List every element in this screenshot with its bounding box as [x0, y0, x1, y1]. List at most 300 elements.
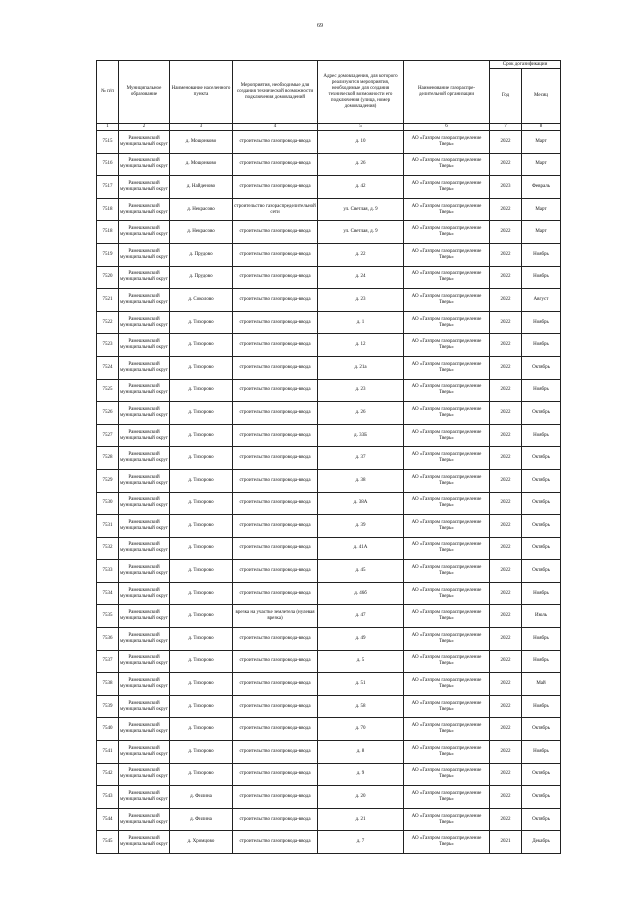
address-cell: д. 23 — [318, 379, 404, 402]
locality-cell: д. Найденово — [170, 176, 233, 199]
organization-cell: АО «Газпром газораспределение Тверь» — [404, 447, 490, 470]
year-cell: 2022 — [490, 153, 522, 176]
header-deadline-group: Срок догазификации — [490, 61, 561, 69]
measure-cell: строительство газопровода-ввода — [233, 153, 318, 176]
year-cell: 2022 — [490, 243, 522, 266]
col-number: 8 — [522, 124, 561, 131]
locality-cell: д. Тихорово — [170, 763, 233, 786]
locality-cell: д. Тихорово — [170, 718, 233, 741]
measure-cell: строительство газопровода-ввода — [233, 673, 318, 696]
year-cell: 2022 — [490, 560, 522, 583]
month-cell: Ноябрь — [522, 741, 561, 764]
year-cell: 2022 — [490, 447, 522, 470]
year-cell: 2022 — [490, 808, 522, 831]
measure-cell: строительство газопровода-ввода — [233, 356, 318, 379]
col-number: 6 — [404, 124, 490, 131]
table-row — [97, 605, 561, 628]
row-number-cell: 7516 — [97, 153, 119, 176]
municipality-cell: Рамешковский муниципальный округ — [119, 650, 170, 673]
table-row — [97, 311, 561, 334]
row-number-cell: 7518 — [97, 198, 119, 221]
municipality-cell: Рамешковский муниципальный округ — [119, 334, 170, 357]
measure-cell: строительство газопровода-ввода — [233, 221, 318, 244]
locality-cell: д. Тихорово — [170, 650, 233, 673]
measure-cell: строительство газопровода-ввода — [233, 763, 318, 786]
month-cell: Март — [522, 153, 561, 176]
measure-cell: строительство газопровода-ввода — [233, 176, 318, 199]
organization-cell: АО «Газпром газораспределение Тверь» — [404, 311, 490, 334]
measure-cell: строительство газопровода-ввода — [233, 695, 318, 718]
organization-cell: АО «Газпром газораспределение Тверь» — [404, 786, 490, 809]
table-row — [97, 402, 561, 425]
year-cell: 2022 — [490, 786, 522, 809]
address-cell: д. 38 — [318, 469, 404, 492]
organization-cell: АО «Газпром газораспределение Тверь» — [404, 718, 490, 741]
municipality-cell: Рамешковский муниципальный округ — [119, 718, 170, 741]
locality-cell: д. Прудово — [170, 243, 233, 266]
row-number-cell: 7520 — [97, 266, 119, 289]
gasification-table — [96, 60, 561, 854]
month-cell: Октябрь — [522, 763, 561, 786]
measure-cell: строительство газопровода-ввода — [233, 379, 318, 402]
measure-cell: строительство газопровода-ввода — [233, 334, 318, 357]
organization-cell: АО «Газпром газораспределение Тверь» — [404, 131, 490, 154]
month-cell: Октябрь — [522, 718, 561, 741]
year-cell: 2022 — [490, 650, 522, 673]
header-organization: Наименование газораспре-делительной организации — [404, 61, 490, 124]
municipality-cell: Рамешковский муниципальный округ — [119, 402, 170, 425]
month-cell: Март — [522, 221, 561, 244]
table-header — [97, 61, 561, 131]
locality-cell: д. Некрасово — [170, 221, 233, 244]
measure-cell: строительство газопровода-ввода — [233, 402, 318, 425]
organization-cell: АО «Газпром газораспределение Тверь» — [404, 628, 490, 651]
address-cell: д. 46б — [318, 582, 404, 605]
month-cell: Ноябрь — [522, 379, 561, 402]
address-cell: д. 33Б — [318, 424, 404, 447]
row-number-cell: 7529 — [97, 469, 119, 492]
measure-cell: строительство газопровода-ввода — [233, 447, 318, 470]
year-cell: 2022 — [490, 628, 522, 651]
measure-cell: строительство газопровода-ввода — [233, 424, 318, 447]
organization-cell: АО «Газпром газораспределение Тверь» — [404, 153, 490, 176]
organization-cell: АО «Газпром газораспределение Тверь» — [404, 808, 490, 831]
municipality-cell: Рамешковский муниципальный округ — [119, 221, 170, 244]
row-number-cell: 7534 — [97, 582, 119, 605]
municipality-cell: Рамешковский муниципальный округ — [119, 786, 170, 809]
address-cell: д. 8 — [318, 741, 404, 764]
year-cell: 2021 — [490, 831, 522, 854]
table-row — [97, 718, 561, 741]
address-cell: д. 7 — [318, 831, 404, 854]
month-cell: Март — [522, 198, 561, 221]
address-cell: д. 51 — [318, 673, 404, 696]
locality-cell: д. Некрасово — [170, 198, 233, 221]
year-cell: 2022 — [490, 492, 522, 515]
col-number: 1 — [97, 124, 119, 131]
header-year: Год — [490, 69, 522, 124]
locality-cell: д. Хромцово — [170, 831, 233, 854]
organization-cell: АО «Газпром газораспределение Тверь» — [404, 537, 490, 560]
table-row — [97, 763, 561, 786]
municipality-cell: Рамешковский муниципальный округ — [119, 198, 170, 221]
month-cell: Октябрь — [522, 356, 561, 379]
locality-cell: д. Тихорово — [170, 515, 233, 538]
address-cell: д. 39 — [318, 515, 404, 538]
year-cell: 2022 — [490, 741, 522, 764]
row-number-cell: 7536 — [97, 628, 119, 651]
month-cell: Ноябрь — [522, 311, 561, 334]
measure-cell: строительство газопровода-ввода — [233, 560, 318, 583]
address-cell: ул. Светлая, д. 9 — [318, 198, 404, 221]
month-cell: Декабрь — [522, 831, 561, 854]
row-number-cell: 7528 — [97, 447, 119, 470]
table-row — [97, 334, 561, 357]
table-row — [97, 131, 561, 154]
address-cell: ул. Светлая, д. 9 — [318, 221, 404, 244]
row-number-cell: 7543 — [97, 786, 119, 809]
table-row — [97, 582, 561, 605]
row-number-cell: 7521 — [97, 289, 119, 312]
col-number: 7 — [490, 124, 522, 131]
municipality-cell: Рамешковский муниципальный округ — [119, 243, 170, 266]
measure-cell: строительство газопровода-ввода — [233, 469, 318, 492]
municipality-cell: Рамешковский муниципальный округ — [119, 356, 170, 379]
municipality-cell: Рамешковский муниципальный округ — [119, 560, 170, 583]
municipality-cell: Рамешковский муниципальный округ — [119, 176, 170, 199]
organization-cell: АО «Газпром газораспределение Тверь» — [404, 469, 490, 492]
month-cell: Ноябрь — [522, 266, 561, 289]
header-address: Адрес домовладения, для которого реализуются мероприятия, необходимые для создания технической возможности его подключения (улица, номер домовладения) — [318, 61, 404, 124]
organization-cell: АО «Газпром газораспределение Тверь» — [404, 379, 490, 402]
table-row — [97, 650, 561, 673]
municipality-cell: Рамешковский муниципальный округ — [119, 379, 170, 402]
locality-cell: д. Прудово — [170, 266, 233, 289]
organization-cell: АО «Газпром газораспределение Тверь» — [404, 402, 490, 425]
row-number-cell: 7519 — [97, 243, 119, 266]
row-number-cell: 7523 — [97, 334, 119, 357]
municipality-cell: Рамешковский муниципальный округ — [119, 492, 170, 515]
year-cell: 2022 — [490, 356, 522, 379]
month-cell: Октябрь — [522, 402, 561, 425]
year-cell: 2022 — [490, 424, 522, 447]
address-cell: д. 42 — [318, 176, 404, 199]
organization-cell: АО «Газпром газораспределение Тверь» — [404, 695, 490, 718]
address-cell: д. 5 — [318, 650, 404, 673]
municipality-cell: Рамешковский муниципальный округ — [119, 515, 170, 538]
table-row — [97, 379, 561, 402]
year-cell: 2022 — [490, 311, 522, 334]
address-cell: д. 10 — [318, 131, 404, 154]
row-number-cell: 7531 — [97, 515, 119, 538]
year-cell: 2022 — [490, 131, 522, 154]
year-cell: 2022 — [490, 763, 522, 786]
measure-cell: строительство газопровода-ввода — [233, 582, 318, 605]
row-number-cell: 7544 — [97, 808, 119, 831]
municipality-cell: Рамешковский муниципальный округ — [119, 831, 170, 854]
table-row — [97, 695, 561, 718]
locality-cell: д. Мощонково — [170, 153, 233, 176]
locality-cell: д. Мощонково — [170, 131, 233, 154]
municipality-cell: Рамешковский муниципальный округ — [119, 153, 170, 176]
row-number-cell: 7515 — [97, 131, 119, 154]
municipality-cell: Рамешковский муниципальный округ — [119, 605, 170, 628]
col-number: 5 — [318, 124, 404, 131]
year-cell: 2022 — [490, 537, 522, 560]
year-cell: 2022 — [490, 718, 522, 741]
address-cell: д. 12 — [318, 334, 404, 357]
row-number-cell: 7525 — [97, 379, 119, 402]
table-row — [97, 424, 561, 447]
municipality-cell: Рамешковский муниципальный округ — [119, 673, 170, 696]
address-cell: д. 41А — [318, 537, 404, 560]
locality-cell: д. Тихорово — [170, 492, 233, 515]
locality-cell: д. Тихорово — [170, 582, 233, 605]
row-number-cell: 7530 — [97, 492, 119, 515]
locality-cell: д. Тихорово — [170, 447, 233, 470]
year-cell: 2022 — [490, 334, 522, 357]
table-row — [97, 786, 561, 809]
table-body — [97, 131, 561, 854]
address-cell: д. 47 — [318, 605, 404, 628]
row-number-cell: 7522 — [97, 311, 119, 334]
locality-cell: д. Филина — [170, 786, 233, 809]
column-number-row — [97, 124, 561, 131]
year-cell: 2023 — [490, 176, 522, 199]
municipality-cell: Рамешковский муниципальный округ — [119, 763, 170, 786]
year-cell: 2022 — [490, 266, 522, 289]
locality-cell: д. Тихорово — [170, 469, 233, 492]
measure-cell: строительство газопровода-ввода — [233, 718, 318, 741]
table-row — [97, 176, 561, 199]
month-cell: Ноябрь — [522, 334, 561, 357]
measure-cell: строительство газопровода-ввода — [233, 628, 318, 651]
month-cell: Октябрь — [522, 808, 561, 831]
table-row — [97, 560, 561, 583]
table-row — [97, 153, 561, 176]
measure-cell: строительство газопровода-ввода — [233, 831, 318, 854]
month-cell: Октябрь — [522, 492, 561, 515]
locality-cell: д. Филина — [170, 808, 233, 831]
table-row — [97, 808, 561, 831]
municipality-cell: Рамешковский муниципальный округ — [119, 469, 170, 492]
month-cell: Февраль — [522, 176, 561, 199]
row-number-cell: 7518 — [97, 221, 119, 244]
month-cell: Октябрь — [522, 537, 561, 560]
address-cell: д. 70 — [318, 718, 404, 741]
row-number-cell: 7517 — [97, 176, 119, 199]
organization-cell: АО «Газпром газораспределение Тверь» — [404, 560, 490, 583]
month-cell: Ноябрь — [522, 628, 561, 651]
row-number-cell: 7537 — [97, 650, 119, 673]
page-number: 69 — [317, 23, 323, 29]
address-cell: д. 26 — [318, 153, 404, 176]
address-cell: д. 49 — [318, 628, 404, 651]
table-row — [97, 243, 561, 266]
row-number-cell: 7526 — [97, 402, 119, 425]
row-number-cell: 7527 — [97, 424, 119, 447]
month-cell: Ноябрь — [522, 243, 561, 266]
locality-cell: д. Тихорово — [170, 741, 233, 764]
locality-cell: д. Тихорово — [170, 379, 233, 402]
address-cell: д. 37 — [318, 447, 404, 470]
municipality-cell: Рамешковский муниципальный округ — [119, 266, 170, 289]
month-cell: Октябрь — [522, 515, 561, 538]
organization-cell: АО «Газпром газораспределение Тверь» — [404, 198, 490, 221]
table-row — [97, 831, 561, 854]
table-row — [97, 537, 561, 560]
address-cell: д. 23 — [318, 289, 404, 312]
header-measures: Мероприятия, необходимые для создания технической возможности подключения домовладений — [233, 61, 318, 124]
locality-cell: д. Тихорово — [170, 628, 233, 651]
year-cell: 2022 — [490, 582, 522, 605]
row-number-cell: 7545 — [97, 831, 119, 854]
locality-cell: д. Тихорово — [170, 560, 233, 583]
address-cell: д. 21а — [318, 356, 404, 379]
measure-cell: строительство газопровода-ввода — [233, 515, 318, 538]
year-cell: 2022 — [490, 515, 522, 538]
table-row — [97, 447, 561, 470]
row-number-cell: 7539 — [97, 695, 119, 718]
year-cell: 2022 — [490, 469, 522, 492]
table-row — [97, 628, 561, 651]
measure-cell: строительство газопровода-ввода — [233, 243, 318, 266]
address-cell: д. 9 — [318, 763, 404, 786]
locality-cell: д. Тихорово — [170, 334, 233, 357]
table-row — [97, 515, 561, 538]
row-number-cell: 7533 — [97, 560, 119, 583]
locality-cell: д. Тихорово — [170, 673, 233, 696]
locality-cell: д. Тихорово — [170, 424, 233, 447]
measure-cell: строительство газопровода-ввода — [233, 537, 318, 560]
month-cell: Октябрь — [522, 447, 561, 470]
table-row — [97, 469, 561, 492]
month-cell: Май — [522, 673, 561, 696]
table-row — [97, 289, 561, 312]
organization-cell: АО «Газпром газораспределение Тверь» — [404, 221, 490, 244]
month-cell: Ноябрь — [522, 424, 561, 447]
organization-cell: АО «Газпром газораспределение Тверь» — [404, 582, 490, 605]
month-cell: Октябрь — [522, 786, 561, 809]
header-number: № п/п — [97, 61, 119, 124]
organization-cell: АО «Газпром газораспределение Тверь» — [404, 356, 490, 379]
locality-cell: д. Тихорово — [170, 537, 233, 560]
row-number-cell: 7541 — [97, 741, 119, 764]
organization-cell: АО «Газпром газораспределение Тверь» — [404, 266, 490, 289]
year-cell: 2022 — [490, 695, 522, 718]
measure-cell: строительство газопровода-ввода — [233, 786, 318, 809]
locality-cell: д. Тихорово — [170, 605, 233, 628]
organization-cell: АО «Газпром газораспределение Тверь» — [404, 763, 490, 786]
table-row — [97, 356, 561, 379]
municipality-cell: Рамешковский муниципальный округ — [119, 582, 170, 605]
locality-cell: д. Тихорово — [170, 695, 233, 718]
year-cell: 2022 — [490, 289, 522, 312]
header-locality: Наименование населенного пункта — [170, 61, 233, 124]
row-number-cell: 7540 — [97, 718, 119, 741]
month-cell: Октябрь — [522, 469, 561, 492]
table-row — [97, 673, 561, 696]
measure-cell: строительство газопровода-ввода — [233, 650, 318, 673]
organization-cell: АО «Газпром газораспределение Тверь» — [404, 673, 490, 696]
row-number-cell: 7542 — [97, 763, 119, 786]
year-cell: 2022 — [490, 379, 522, 402]
table-row — [97, 221, 561, 244]
address-cell: д. 26 — [318, 402, 404, 425]
address-cell: д. 22 — [318, 243, 404, 266]
year-cell: 2022 — [490, 402, 522, 425]
row-number-cell: 7535 — [97, 605, 119, 628]
organization-cell: АО «Газпром газораспределение Тверь» — [404, 605, 490, 628]
organization-cell: АО «Газпром газораспределение Тверь» — [404, 176, 490, 199]
locality-cell: д. Тихорово — [170, 311, 233, 334]
locality-cell: д. Тихорово — [170, 402, 233, 425]
header-municipality: Муниципальное образование — [119, 61, 170, 124]
row-number-cell: 7524 — [97, 356, 119, 379]
col-number: 2 — [119, 124, 170, 131]
month-cell: Ноябрь — [522, 650, 561, 673]
municipality-cell: Рамешковский муниципальный округ — [119, 628, 170, 651]
measure-cell: врезка на участке землетела (нулевая врезка) — [233, 605, 318, 628]
header-month: Месяц — [522, 69, 561, 124]
organization-cell: АО «Газпром газораспределение Тверь» — [404, 289, 490, 312]
organization-cell: АО «Газпром газораспределение Тверь» — [404, 650, 490, 673]
measure-cell: строительство газопровода-ввода — [233, 808, 318, 831]
municipality-cell: Рамешковский муниципальный округ — [119, 537, 170, 560]
locality-cell: д. Тихорово — [170, 356, 233, 379]
address-cell: д. 38А — [318, 492, 404, 515]
col-number: 4 — [233, 124, 318, 131]
organization-cell: АО «Газпром газораспределение Тверь» — [404, 334, 490, 357]
row-number-cell: 7538 — [97, 673, 119, 696]
year-cell: 2022 — [490, 198, 522, 221]
organization-cell: АО «Газпром газораспределение Тверь» — [404, 741, 490, 764]
table-row — [97, 492, 561, 515]
measure-cell: строительство газопровода-ввода — [233, 289, 318, 312]
year-cell: 2022 — [490, 221, 522, 244]
municipality-cell: Рамешковский муниципальный округ — [119, 808, 170, 831]
month-cell: Ноябрь — [522, 582, 561, 605]
municipality-cell: Рамешковский муниципальный округ — [119, 447, 170, 470]
measure-cell: строительство газопровода-ввода — [233, 492, 318, 515]
address-cell: д. 45 — [318, 560, 404, 583]
month-cell: Ноябрь — [522, 695, 561, 718]
year-cell: 2022 — [490, 673, 522, 696]
address-cell: д. 20 — [318, 786, 404, 809]
col-number: 3 — [170, 124, 233, 131]
address-cell: д. 1 — [318, 311, 404, 334]
measure-cell: строительство газораспределительной сети — [233, 198, 318, 221]
municipality-cell: Рамешковский муниципальный округ — [119, 695, 170, 718]
table-row — [97, 198, 561, 221]
measure-cell: строительство газопровода-ввода — [233, 311, 318, 334]
organization-cell: АО «Газпром газораспределение Тверь» — [404, 243, 490, 266]
organization-cell: АО «Газпром газораспределение Тверь» — [404, 831, 490, 854]
organization-cell: АО «Газпром газораспределение Тверь» — [404, 515, 490, 538]
municipality-cell: Рамешковский муниципальный округ — [119, 289, 170, 312]
municipality-cell: Рамешковский муниципальный округ — [119, 741, 170, 764]
month-cell: Август — [522, 289, 561, 312]
year-cell: 2022 — [490, 605, 522, 628]
row-number-cell: 7532 — [97, 537, 119, 560]
table-row — [97, 266, 561, 289]
month-cell: Июль — [522, 605, 561, 628]
measure-cell: строительство газопровода-ввода — [233, 131, 318, 154]
organization-cell: АО «Газпром газораспределение Тверь» — [404, 424, 490, 447]
organization-cell: АО «Газпром газораспределение Тверь» — [404, 492, 490, 515]
municipality-cell: Рамешковский муниципальный округ — [119, 311, 170, 334]
municipality-cell: Рамешковский муниципальный округ — [119, 131, 170, 154]
